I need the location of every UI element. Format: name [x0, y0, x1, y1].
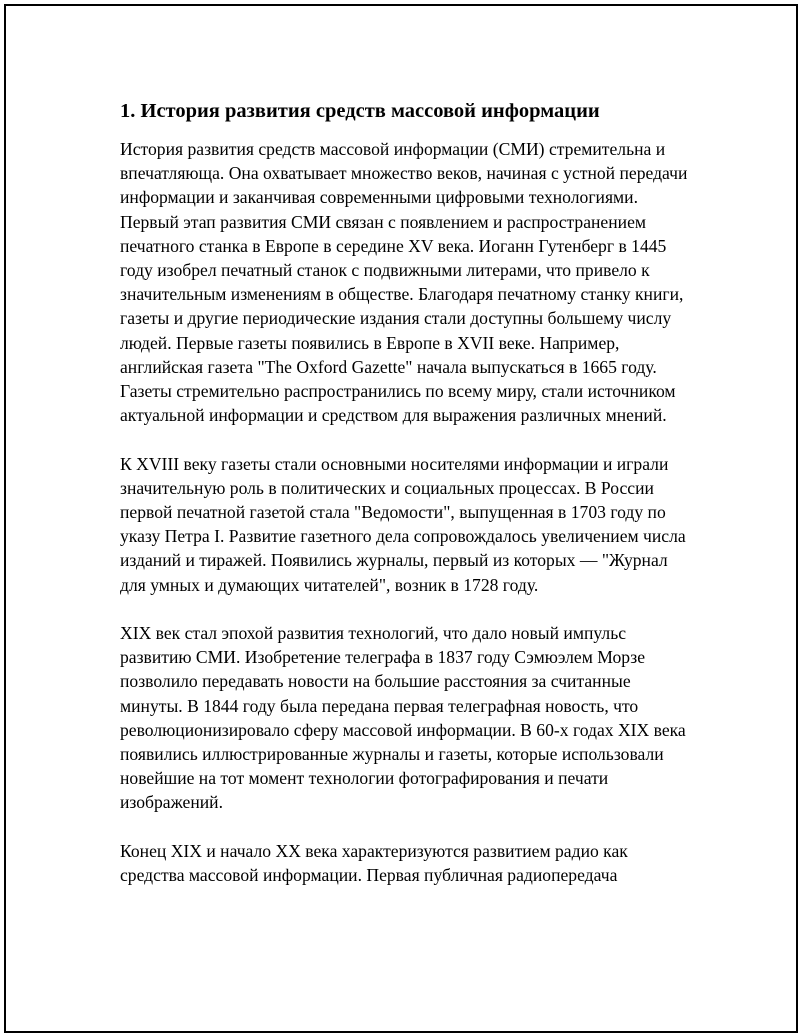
- paragraph-2: К XVIII веку газеты стали основными носителями информации и играли значительную роль в политических и социальных процессах. В России первой печатной газетой стала "Ведомости", выпущенная в 1703 году по указу Петра I. Развитие газетного дела сопровождалось увеличением числа изданий и тиражей. Появились журналы, первый из которых — "Журнал для умных и думающих читателей", возник в 1728 году.: [120, 453, 686, 595]
- section-heading: 1. История развития средств массовой информации: [120, 100, 600, 122]
- paragraph-3: XIX век стал эпохой развития технологий, что дало новый импульс развитию СМИ. Изобретение телеграфа в 1837 году Сэмюэлем Морзе позволило передавать новости на большие расстояния за считанные минуты. В 1844 году была передана первая телеграфная новость, что революционизировало сферу массовой информации. В 60-х годах XIX века появились иллюстрированные журналы и газеты, которые использовали новейшие на тот момент технологии фотографирования и печати изображений.: [120, 623, 686, 813]
- paragraph-1: История развития средств массовой информации (СМИ) стремительна и впечатляюща. Она охватывает множество веков, начиная с устной передачи информации и заканчивая современными цифровыми технологиями. Первый этап развития СМИ связан с появлением и распространением печатного станка в Европе в середине XV века. Иоганн Гутенберг в 1445 году изобрел печатный станок с подвижными литерами, что привело к значительным изменениям в обществе. Благодаря печатному станку книги, газеты и другие периодические издания стали доступны большему числу людей. Первые газеты появились в Европе в XVII веке. Например, английская газета "The Oxford Gazette" начала выпускаться в 1665 году. Газеты стремительно распространились по всему миру, стали источником актуальной информации и средством для выражения различных мнений.: [120, 139, 688, 426]
- paragraph-4: Конец XIX и начало XX века характеризуются развитием радио как средства массовой информации. Первая публичная радиопередача: [120, 840, 628, 886]
- document-body: [120, 99, 696, 911]
- page-frame: [4, 4, 798, 1033]
